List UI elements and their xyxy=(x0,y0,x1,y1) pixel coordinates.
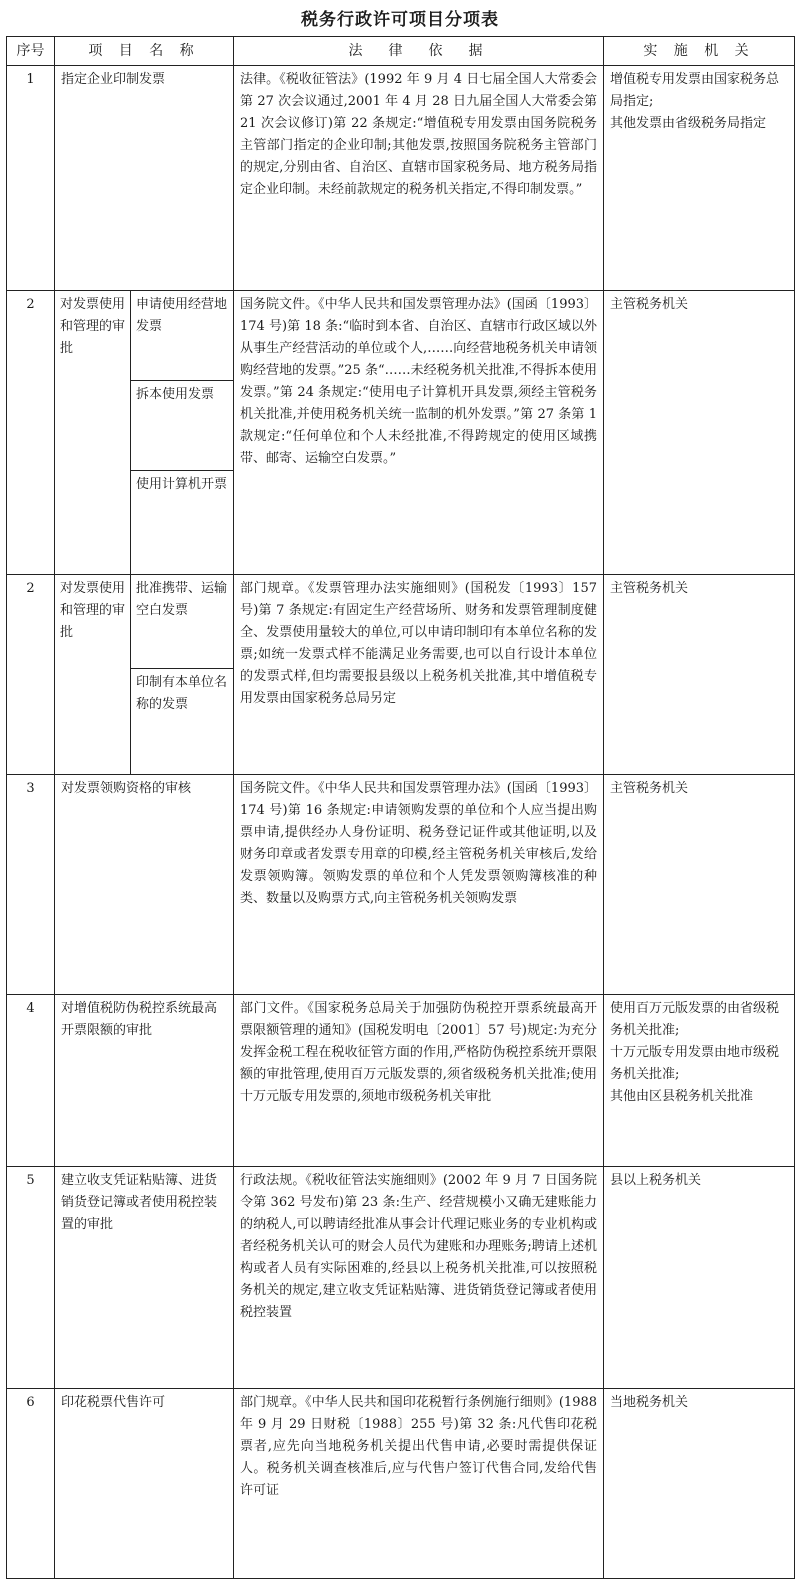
legal-basis: 部门文件。《国家税务总局关于加强防伪税控开票系统最高开票限额管理的通知》(国税发明电〔2001〕57 号)规定:为充分发挥金税工程在税收征管方面的作用,严格防伪税控系统开票限额的审批管理,使用百万元版发票的,须省级税务机关批准;使用十万元版专用发票的,须地市级税务机关审批 xyxy=(234,995,604,1167)
header-law: 法 律 依 据 xyxy=(234,37,604,66)
row-number: 1 xyxy=(7,66,55,291)
legal-basis: 国务院文件。《中华人民共和国发票管理办法》(国函〔1993〕174 号)第 18 条:“临时到本省、自治区、直辖市行政区域以外从事生产经营活动的单位或个人,……向经营地税务机关申请领购经营地的发票。”25 条“……未经税务机关批准,不得拆本使用发票。”第 24 条规定:“使用电子计算机开具发票,须经主管税务机关批准,并使用税务机关统一监制的机外发票。”第 27 条第 1 款规定:“任何单位和个人未经批准,不得跨规定的使用区域携带、邮寄、运输空白发票。” xyxy=(234,291,604,575)
table-header-row xyxy=(7,37,795,66)
row-number: 4 xyxy=(7,995,55,1167)
item-name: 指定企业印制发票 xyxy=(55,66,234,291)
implementing-authority: 主管税务机关 xyxy=(604,291,795,575)
table-row xyxy=(7,291,795,381)
row-number: 2 xyxy=(7,291,55,575)
item-name: 对发票使用和管理的审批 xyxy=(55,575,131,775)
implementing-authority: 当地税务机关 xyxy=(604,1389,795,1579)
legal-basis: 部门规章。《发票管理办法实施细则》(国税发〔1993〕157 号)第 7 条规定:有固定生产经营场所、财务和发票管理制度健全、发票使用量较大的单位,可以申请印制印有本单位名称的发票;如统一发票式样不能满足业务需要,也可以自行设计本单位的发票式样,但均需要报县级以上税务机关批准,其中增值税专用发票由国家税务总局另定 xyxy=(234,575,604,775)
sub-item: 拆本使用发票 xyxy=(131,381,234,471)
implementing-authority-text: 使用百万元版发票的由省级税务机关批准; 十万元版专用发票由地市级税务机关批准; 其他由区县税务机关批准 xyxy=(610,1001,780,1104)
implementing-authority: 主管税务机关 xyxy=(604,575,795,775)
row-number: 3 xyxy=(7,775,55,995)
implementing-authority xyxy=(604,995,795,1167)
legal-basis: 国务院文件。《中华人民共和国发票管理办法》(国函〔1993〕174 号)第 16 条规定:申请领购发票的单位和个人应当提出购票申请,提供经办人身份证明、税务登记证件或其他证明,以及财务印章或者发票专用章的印模,经主管税务机关审核后,发给发票领购簿。领购发票的单位和个人凭发票领购簿核准的种类、数量以及购票方式,向主管税务机关领购发票 xyxy=(234,775,604,995)
permit-table xyxy=(6,36,795,1579)
row-number: 5 xyxy=(7,1167,55,1389)
header-item: 项 目 名 称 xyxy=(55,37,234,66)
sub-item: 批准携带、运输空白发票 xyxy=(131,575,234,669)
sub-item: 印制有本单位名称的发票 xyxy=(131,669,234,775)
implementing-authority-text: 增值税专用发票由国家税务总局指定; 其他发票由省级税务局指定 xyxy=(610,72,780,131)
sub-item: 申请使用经营地发票 xyxy=(131,291,234,381)
row-number: 6 xyxy=(7,1389,55,1579)
table-row xyxy=(7,66,795,291)
document-title: 税务行政许可项目分项表 xyxy=(301,10,499,30)
table-row xyxy=(7,995,795,1167)
table-row xyxy=(7,1389,795,1579)
header-no: 序号 xyxy=(7,37,55,66)
legal-basis: 法律。《税收征管法》(1992 年 9 月 4 日七届全国人大常委会第 27 次会议通过,2001 年 4 月 28 日九届全国人大常委会第 21 次会议修订)第 22 条规定:“增值税专用发票由国务院税务主管部门指定的企业印制;其他发票,按照国务院税务主管部门的规定,分别由省、自治区、直辖市国家税务局、地方税务局指定企业印制。未经前款规定的税务机关指定,不得印制发票。” xyxy=(234,66,604,291)
header-org: 实 施 机 关 xyxy=(604,37,795,66)
item-name: 印花税票代售许可 xyxy=(55,1389,234,1579)
item-name: 对增值税防伪税控系统最高开票限额的审批 xyxy=(55,995,234,1167)
item-name: 建立收支凭证粘贴簿、进货销货登记簿或者使用税控装置的审批 xyxy=(55,1167,234,1389)
legal-basis: 部门规章。《中华人民共和国印花税暂行条例施行细则》(1988 年 9 月 29 日财税〔1988〕255 号)第 32 条:凡代售印花税票者,应先向当地税务机关提出代售申请,必要时需提供保证人。税务机关调查核准后,应与代售户签订代售合同,发给代售许可证 xyxy=(234,1389,604,1579)
table-row xyxy=(7,575,795,669)
table-row xyxy=(7,1167,795,1389)
item-name: 对发票使用和管理的审批 xyxy=(55,291,131,575)
legal-basis: 行政法规。《税收征管法实施细则》(2002 年 9 月 7 日国务院令第 362 号发布)第 23 条:生产、经营规模小又确无建账能力的纳税人,可以聘请经批准从事会计代理记账业务的专业机构或者经税务机关认可的财会人员代为建账和办理账务;聘请上述机构或者人员有实际困难的,经县以上税务机关批准,可以按照税务机关的规定,建立收支凭证粘贴簿、进货销货登记簿或者使用税控装置 xyxy=(234,1167,604,1389)
implementing-authority: 主管税务机关 xyxy=(604,775,795,995)
row-number: 2 xyxy=(7,575,55,775)
implementing-authority: 县以上税务机关 xyxy=(604,1167,795,1389)
implementing-authority xyxy=(604,66,795,291)
sub-item: 使用计算机开票 xyxy=(131,471,234,575)
table-row xyxy=(7,775,795,995)
item-name: 对发票领购资格的审核 xyxy=(55,775,234,995)
